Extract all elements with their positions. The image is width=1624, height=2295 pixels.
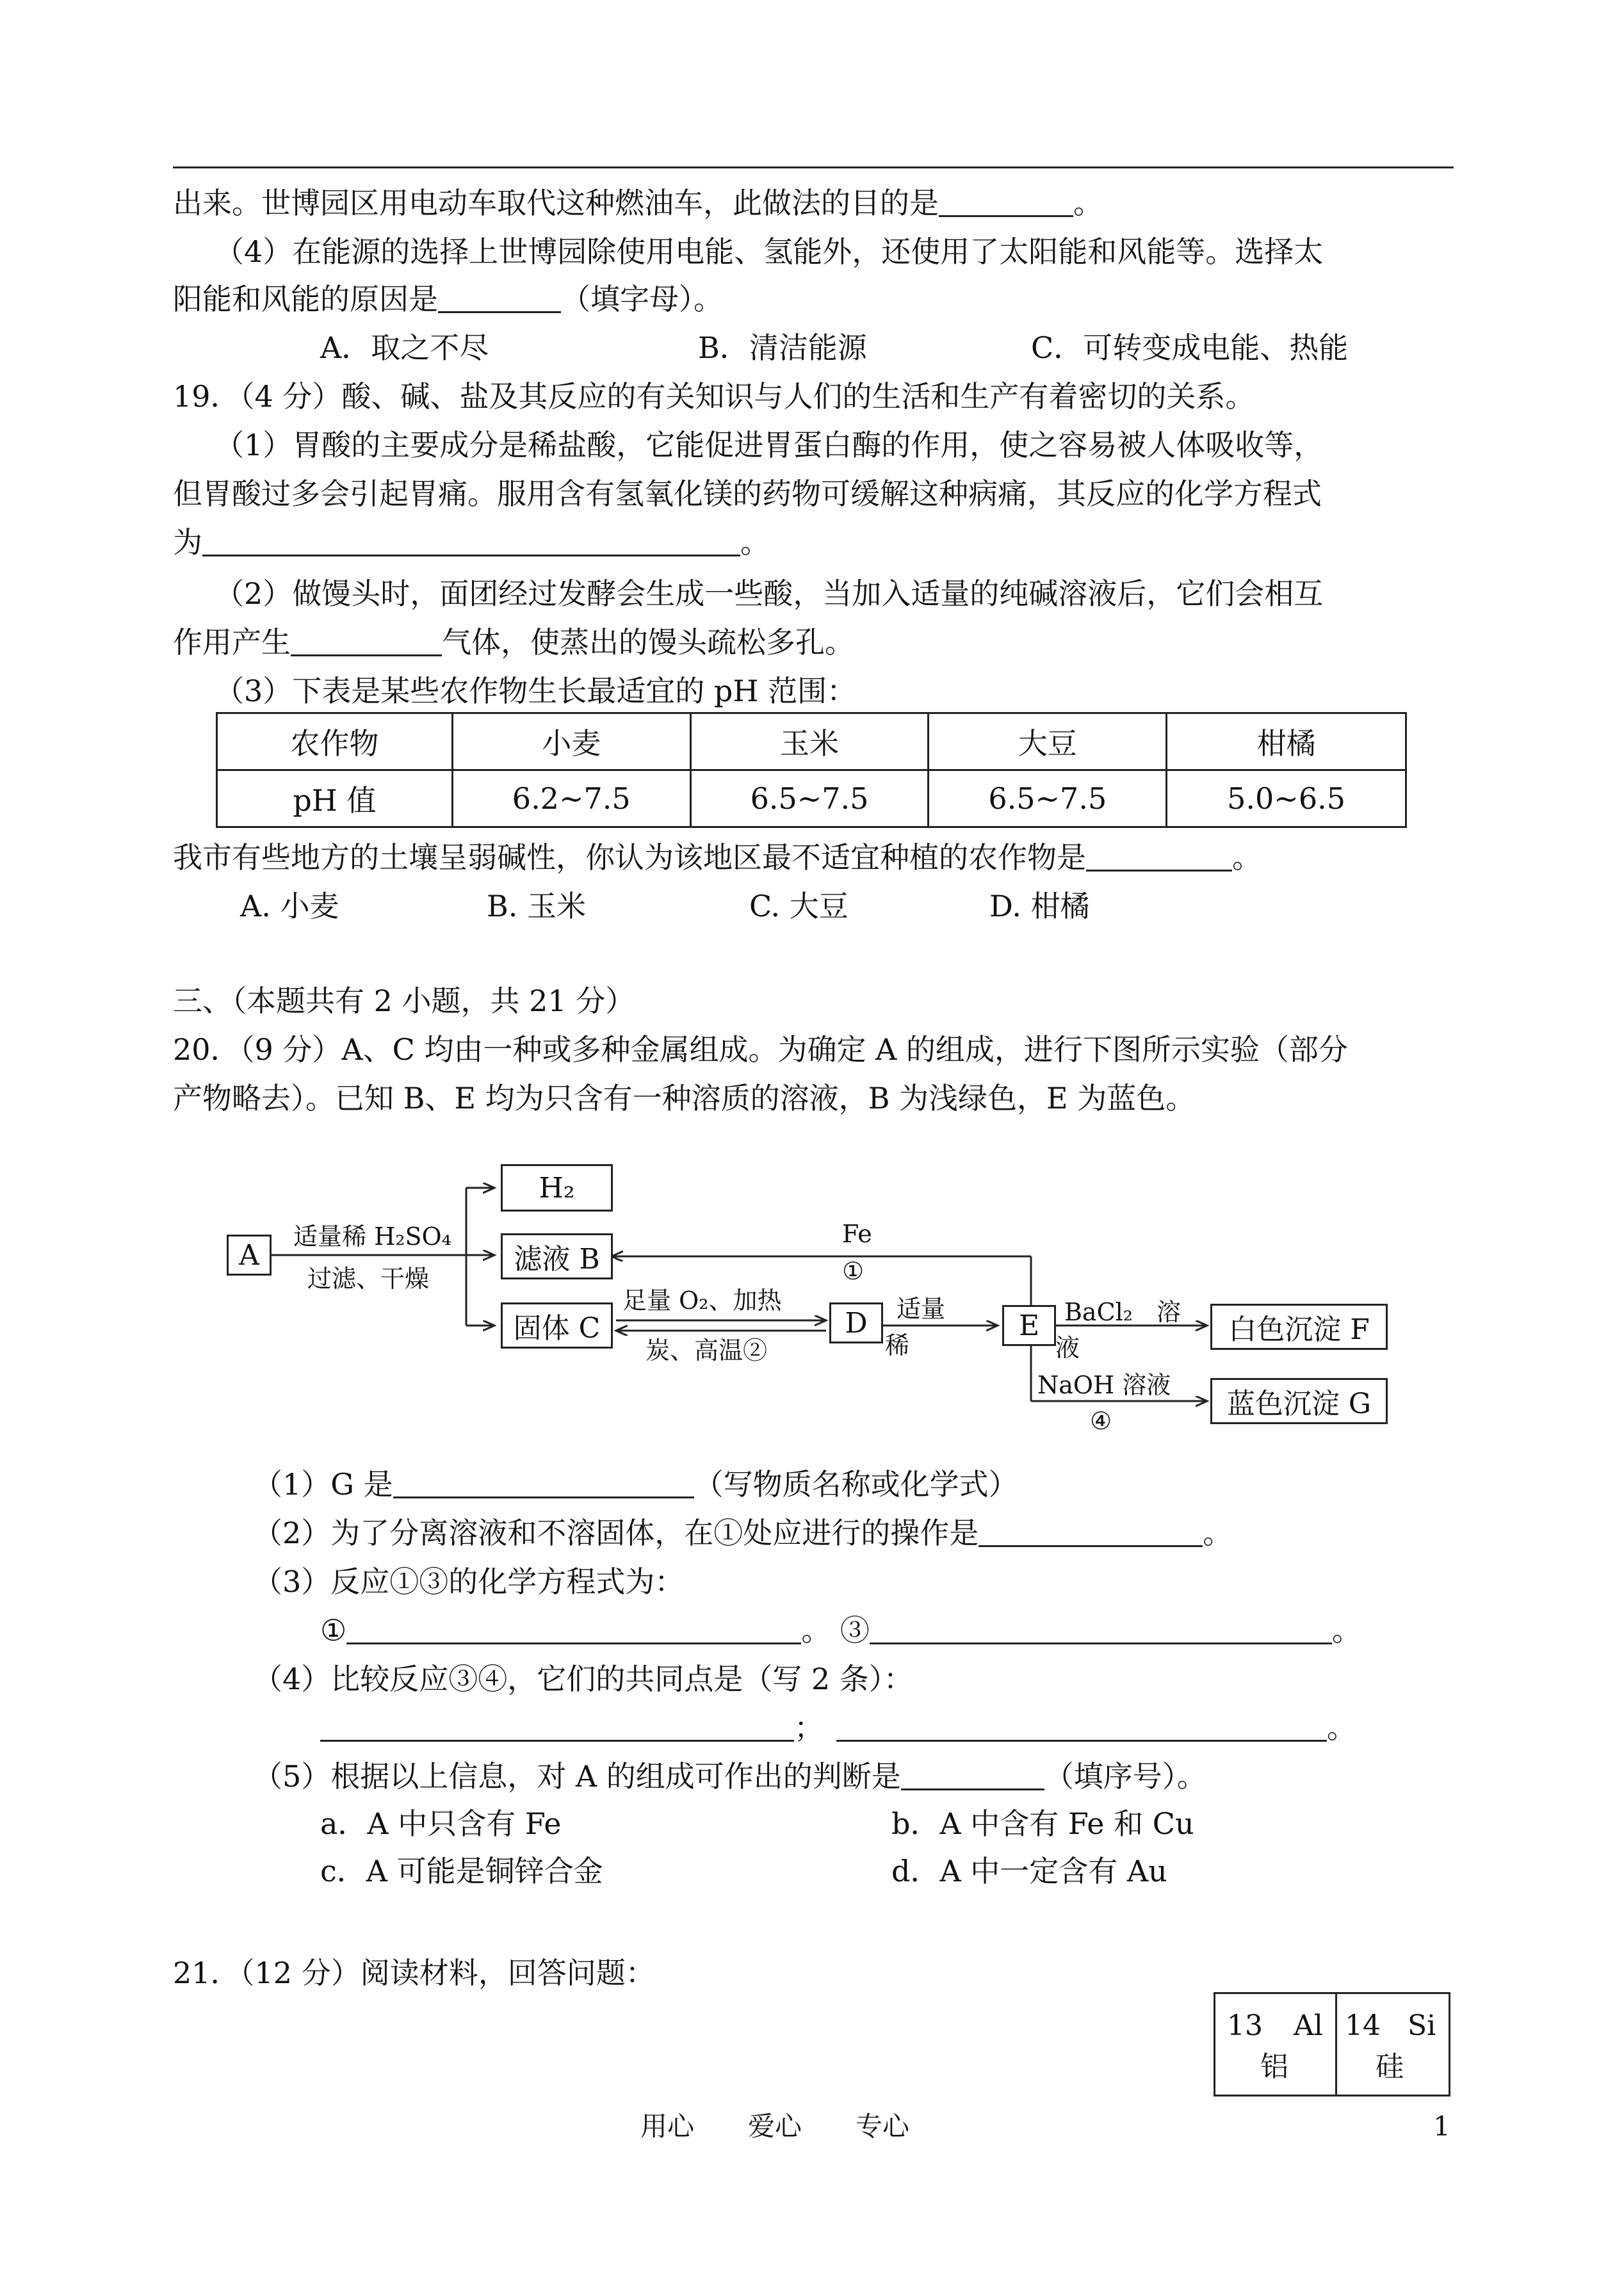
label-oxygen-heat: 足量 O₂、加热 <box>622 1286 782 1315</box>
table-header-cell: 农作物 <box>217 713 453 770</box>
punct: 。 <box>740 525 770 560</box>
q19-2-line1: （2）做馒头时，面团经过发酵会生成一些酸，当加入适量的纯碱溶液后，它们会相互 <box>215 576 1324 611</box>
box-e: E <box>1002 1305 1056 1346</box>
answer-blank[interactable] <box>320 1714 794 1742</box>
answer-blank[interactable] <box>1086 844 1232 872</box>
q18-4-line2 <box>173 284 723 314</box>
q20-1 <box>253 1467 1018 1502</box>
answer-blank[interactable] <box>346 1617 801 1644</box>
q19-option-b: B. 玉米 <box>487 889 587 923</box>
q21-title: 21．（12 分）阅读材料，回答问题： <box>173 1956 655 1990</box>
q20-line2: 产物略去）。已知 B、E 均为只含有一种溶质的溶液，B 为浅绿色，E 为蓝色。 <box>173 1081 1196 1115</box>
q19-option-d: D. 柑橘 <box>989 889 1090 923</box>
q20-5-option-d: d．A 中一定含有 Au <box>891 1854 1167 1888</box>
q18-4-option-a: A．取之不尽 <box>320 330 489 365</box>
q19-3-intro: （3）下表是某些农作物生长最适宜的 pH 范围： <box>215 674 857 708</box>
label-dilute-acid: 适量稀 H₂SO₄ <box>293 1222 451 1251</box>
element-divider <box>1335 1994 1337 2095</box>
q20-5-text: （5）根据以上信息，对 A 的组成可作出的判断是 <box>253 1759 901 1794</box>
q19-title: 19．（4 分）酸、碱、盐及其反应的有关知识与人们的生活和生产有着密切的关系。 <box>173 379 1255 414</box>
q19-3-question <box>173 840 1262 875</box>
q20-1-prefix: （1）G 是 <box>253 1467 393 1502</box>
label-bacl2: BaCl₂ <box>1064 1298 1133 1326</box>
q19-option-a: A. 小麦 <box>240 889 339 923</box>
q18-4-hint: （填字母）。 <box>561 282 723 316</box>
q19-3-text: 我市有些地方的土壤呈弱碱性，你认为该地区最不适宜种植的农作物是 <box>173 840 1086 875</box>
label-solution-ye: 液 <box>1055 1334 1080 1362</box>
q20-3: （3）反应①③的化学方程式为： <box>253 1564 685 1599</box>
label-step-1: ① <box>842 1257 865 1285</box>
q20-3-label-3: 。 ③ <box>801 1613 870 1648</box>
q18-4-line1: （4）在能源的选择上世博园除使用电能、氢能外，还使用了太阳能和风能等。选择太 <box>215 234 1324 269</box>
answer-blank[interactable] <box>291 629 442 656</box>
label-solution-rong: 溶 <box>1157 1298 1181 1326</box>
box-d: D <box>829 1302 883 1343</box>
footer-motto: 用心 爱心 专心 <box>640 2111 910 2142</box>
table-header-cell: 大豆 <box>929 713 1167 770</box>
box-filtrate-b: 滤液 B <box>501 1233 613 1279</box>
element-al-symbol: Al <box>1294 2009 1323 2042</box>
q18-4-text: 阳能和风能的原因是 <box>173 282 438 316</box>
box-solid-c: 固体 C <box>501 1302 613 1349</box>
table-cell: 6.2~7.5 <box>452 770 690 827</box>
label-step-4: ④ <box>1090 1407 1112 1435</box>
q19-1-prefix: 为 <box>173 525 202 560</box>
q19-2-prefix: 作用产生 <box>173 625 291 660</box>
q20-5-option-c: c．A 可能是铜锌合金 <box>320 1854 603 1888</box>
q18-4-option-b: B．清洁能源 <box>698 330 867 365</box>
table-header-cell: 玉米 <box>690 713 929 770</box>
table-cell: 5.0~6.5 <box>1167 770 1406 827</box>
answer-blank[interactable] <box>870 1617 1332 1644</box>
q19-2-line2 <box>173 625 854 660</box>
answer-blank[interactable] <box>901 1763 1044 1790</box>
q19-option-c: C. 大豆 <box>749 889 849 923</box>
label-naoh: NaOH 溶液 <box>1037 1371 1171 1399</box>
q19-2-suffix: 气体，使蒸出的馒头疏松多孔。 <box>442 625 854 660</box>
answer-blank[interactable] <box>836 1714 1327 1742</box>
element-al-number: 13 <box>1227 2009 1263 2042</box>
label-filter-dry: 过滤、干燥 <box>307 1265 430 1293</box>
experiment-flowchart <box>218 1153 1396 1454</box>
box-h2: H₂ <box>501 1164 613 1212</box>
q20-5-hint: （填序号）。 <box>1044 1759 1206 1794</box>
table-row <box>217 770 1406 827</box>
element-al-name: 铝 <box>1260 2050 1288 2083</box>
punct: ； <box>794 1710 824 1745</box>
answer-blank[interactable] <box>939 190 1073 217</box>
answer-blank[interactable] <box>393 1471 694 1498</box>
q20-1-hint: （写物质名称或化学式） <box>694 1467 1018 1502</box>
table-header-cell: 柑橘 <box>1167 713 1406 770</box>
q19-1-line2: 但胃酸过多会引起胃痛。服用含有氢氧化镁的药物可缓解这种病痛，其反应的化学方程式 <box>173 476 1322 511</box>
punct: 。 <box>1327 1710 1356 1745</box>
crop-ph-table <box>216 712 1407 828</box>
q20-3-answers <box>320 1613 1361 1648</box>
text-line <box>173 188 1103 218</box>
label-carbon-high-temp: 炭、高温② <box>646 1336 768 1365</box>
section-title: 三、（本题共有 2 小题，共 21 分） <box>173 984 635 1018</box>
box-blue-precipitate-g: 蓝色沉淀 G <box>1210 1378 1388 1424</box>
q20-5-option-b: b．A 中含有 Fe 和 Cu <box>891 1806 1194 1841</box>
table-cell: 6.5~7.5 <box>690 770 929 827</box>
q20-4-answers <box>320 1710 1356 1745</box>
q20-2 <box>253 1518 1232 1548</box>
q20-5 <box>253 1759 1206 1794</box>
header-rule <box>173 166 1454 168</box>
label-appropriate: 适量 <box>897 1295 946 1323</box>
q20-3-label-1: ① <box>320 1613 347 1648</box>
q19-1-line1: （1）胃酸的主要成分是稀盐酸，它能促进胃蛋白酶的作用，使之容易被人体吸收等， <box>215 428 1324 462</box>
table-header-cell: 小麦 <box>452 713 690 770</box>
q20-line1: 20．（9 分）A、C 均由一种或多种金属组成。为确定 A 的组成，进行下图所示实验（部分 <box>173 1032 1348 1067</box>
element-cards <box>1214 1992 1450 2096</box>
q20-2-text: （2）为了分离溶液和不溶固体，在①处应进行的操作是 <box>253 1516 979 1550</box>
box-white-precipitate-f: 白色沉淀 F <box>1210 1304 1388 1350</box>
label-fe: Fe <box>842 1220 872 1248</box>
q18-4-option-c: C．可转变成电能、热能 <box>1031 330 1349 365</box>
table-cell: 6.5~7.5 <box>929 770 1167 827</box>
element-si-symbol: Si <box>1408 2009 1436 2042</box>
q19-1-line3 <box>173 525 770 560</box>
punct: 。 <box>1232 840 1262 875</box>
answer-blank[interactable] <box>202 529 740 556</box>
label-dilute: 稀 <box>885 1331 910 1359</box>
q20-5-option-a: a．A 中只含有 Fe <box>320 1806 562 1841</box>
box-a: A <box>227 1235 272 1276</box>
answer-blank[interactable] <box>438 286 561 313</box>
element-si-number: 14 <box>1345 2009 1381 2042</box>
punct: 。 <box>1203 1516 1233 1550</box>
punct: 。 <box>1331 1613 1361 1648</box>
element-si-name: 硅 <box>1376 2050 1404 2083</box>
answer-blank[interactable] <box>978 1520 1203 1547</box>
q18-3-text: 出来。世博园区用电动车取代这种燃油车，此做法的目的是 <box>173 186 939 220</box>
q20-4: （4）比较反应③④，它们的共同点是（写 2 条）： <box>253 1662 913 1696</box>
page-number: 1 <box>1433 2111 1450 2142</box>
punct: 。 <box>1073 186 1103 220</box>
table-row <box>217 713 1406 770</box>
table-cell: pH 值 <box>217 770 453 827</box>
